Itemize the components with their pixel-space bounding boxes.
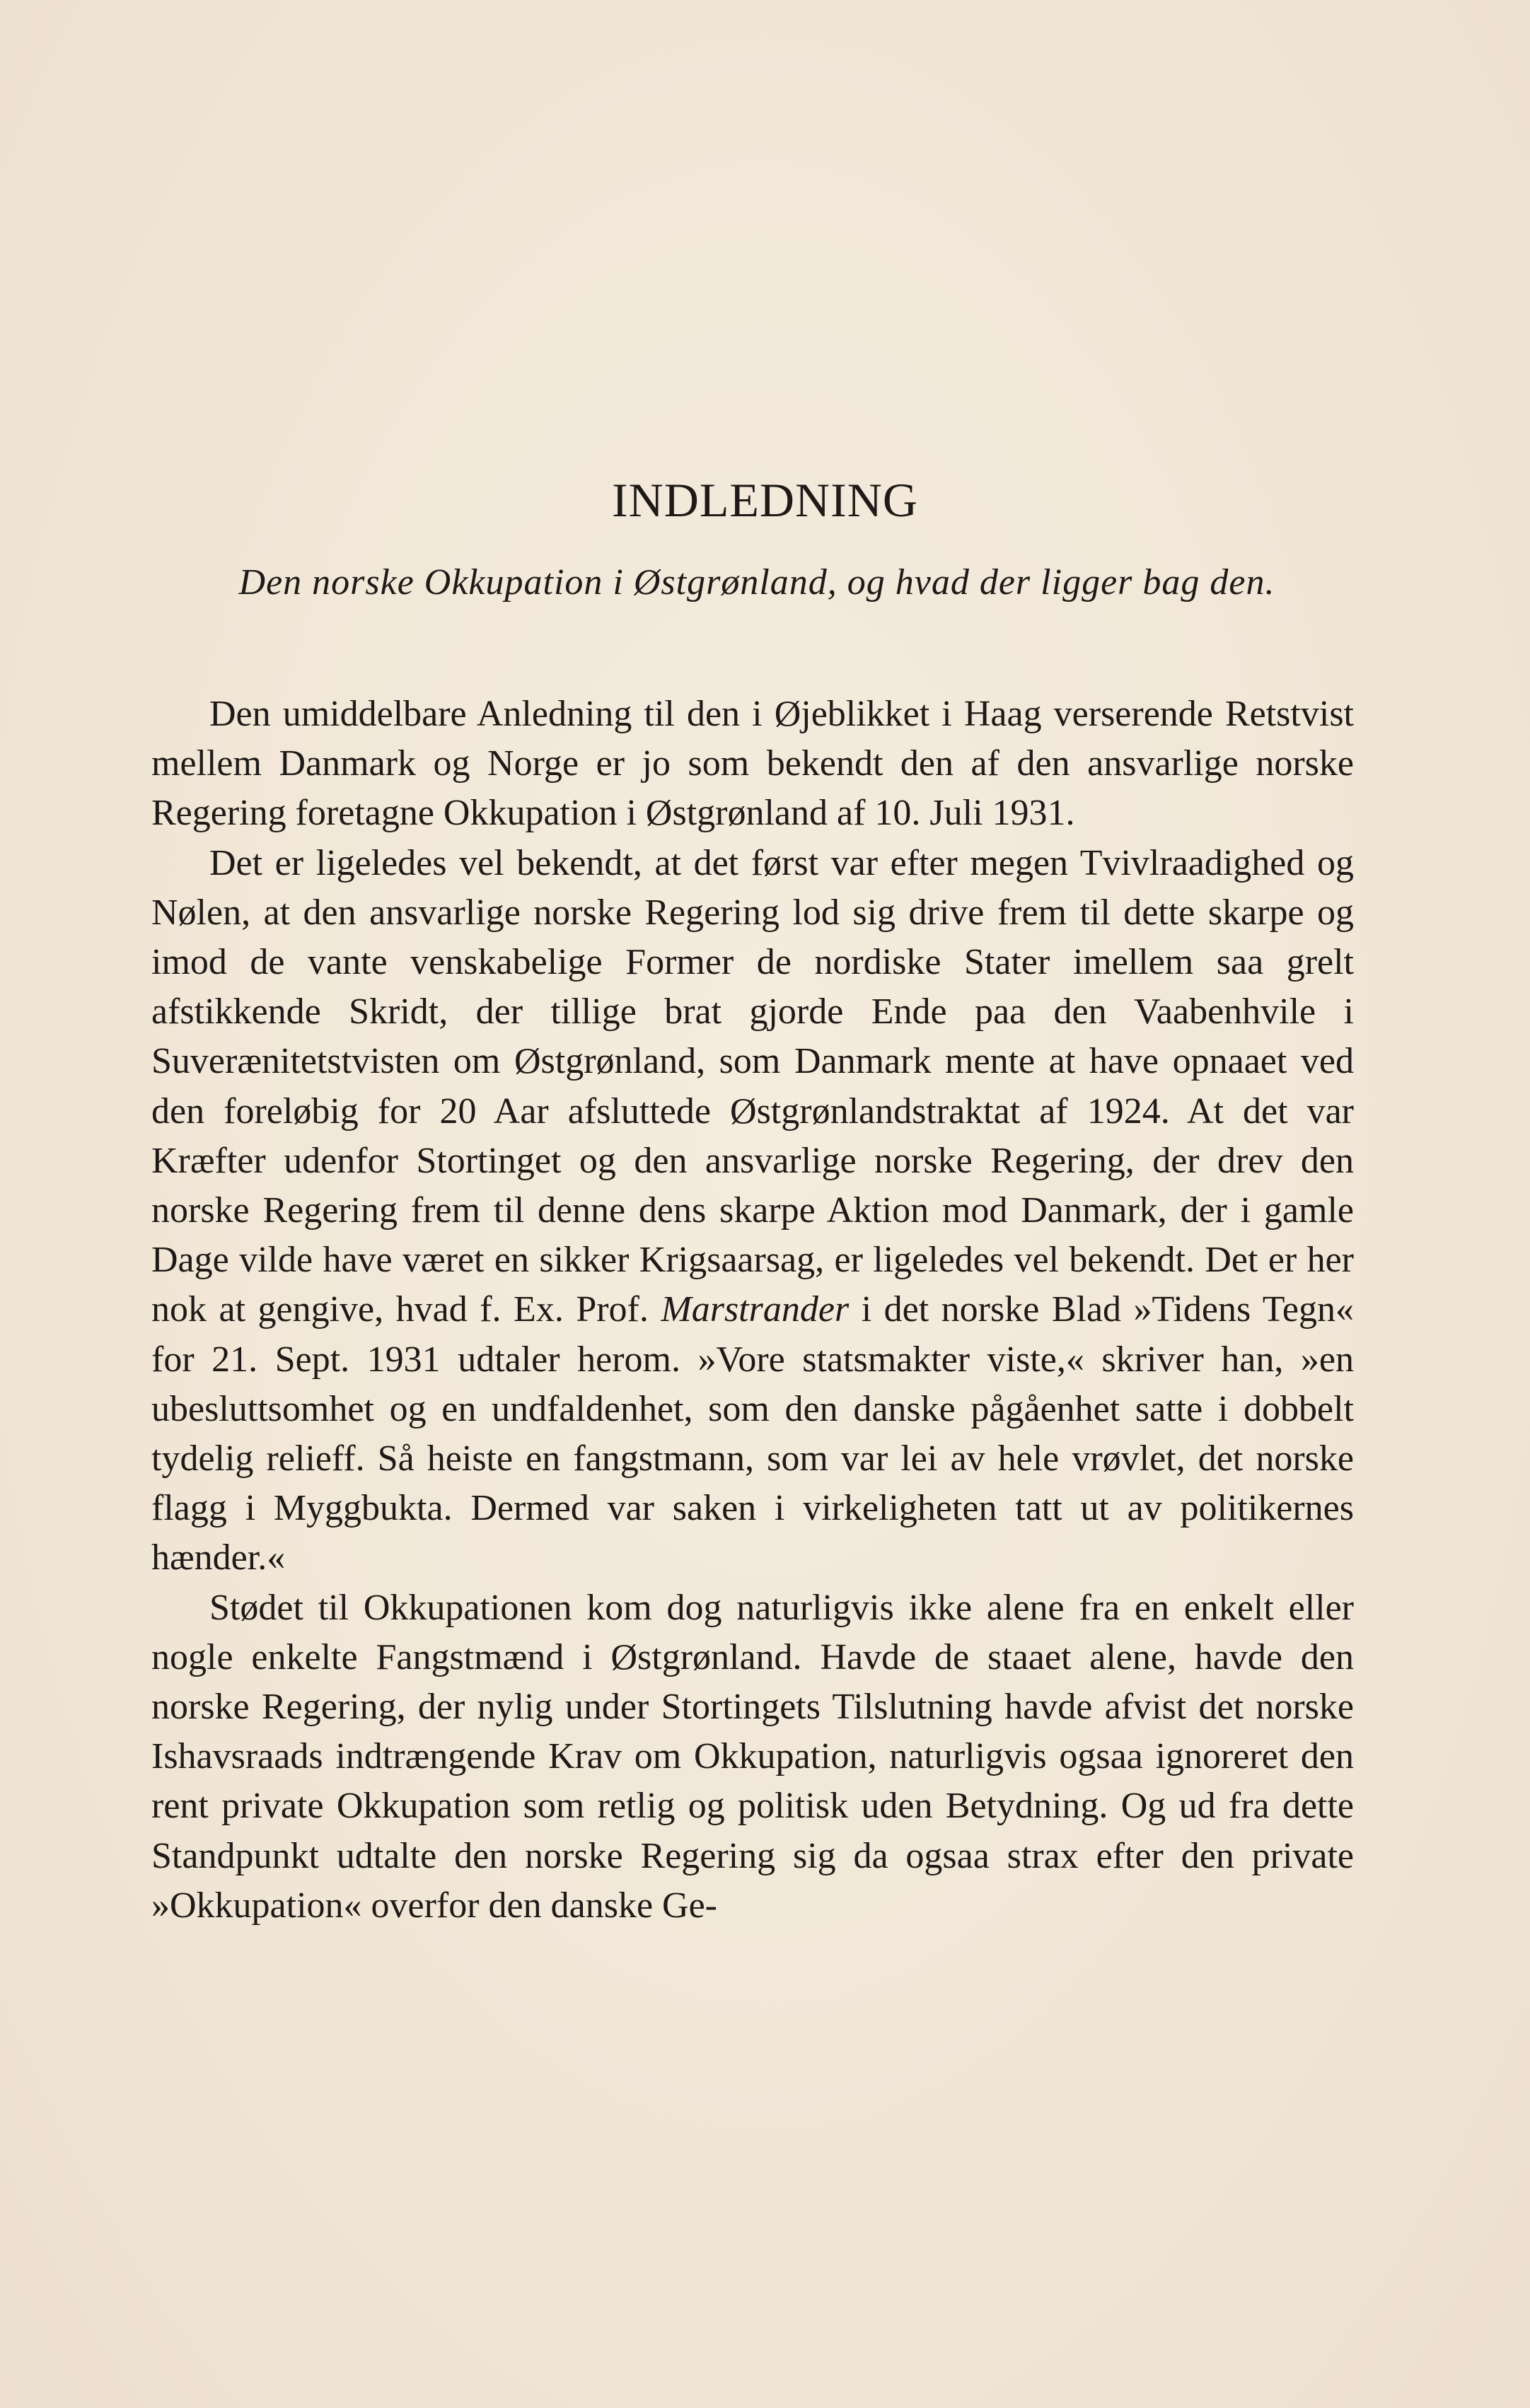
paragraph-2-part-2: i det norske Blad »Tidens Tegn« for 21. Sept. 1931 udtaler herom. »Vore statsmakter viste,« skriver han, »en ubesluttsomhet og en undfaldenhet, som den danske pågåenhet satte i dobbelt tydelig relieff. Så heiste en fangstmann, som var lei av hele vrøvlet, det norske flagg i Myggbukta. Dermed var saken i virkeligheten tatt ut av politikernes hænder.«: [151, 1289, 1355, 1578]
body-text: [151, 690, 1354, 1931]
paragraph-1: Den umiddelbare Anledning til den i Øjeblikket i Haag verserende Retstvist mellem Danmark og Norge er jo som bekendt den af den ansvarlige norske Regering foretagne Okkupation i Østgrønland af 10. Juli 1931.: [151, 694, 1354, 834]
author-name: Marstrander: [661, 1289, 850, 1330]
paragraph-3: Stødet til Okkupationen kom dog naturligvis ikke alene fra en enkelt eller nogle enkelte Fangstmænd i Østgrønland. Havde de staaet alene, havde den norske Regering, der nylig under Stortingets Tilslutning havde afvist det norske Ishavsraads indtrængende Krav om Okkupation, naturligvis ogsaa ignoreret den rent private Okkupation som retlig og politisk uden Betydning. Og ud fra dette Standpunkt udtalte den norske Regering sig da ogsaa strax efter den private »Okkupation« overfor den danske Ge-: [151, 1587, 1354, 1926]
chapter-heading: INDLEDNING: [611, 473, 918, 527]
paragraph-2: [151, 839, 1354, 1583]
chapter-subtitle: Den norske Okkupation i Østgrønland, og hvad der ligger bag den.: [238, 562, 1275, 603]
paragraph-2-part-1: Det er ligeledes vel bekendt, at det først var efter megen Tvivlraadighed og Nølen, at den ansvarlige norske Regering lod sig drive frem til dette skarpe og imod de vante venskabelige Former de nordiske Stater imellem saa grelt afstikkende Skridt, der tillige brat gjorde Ende paa den Vaabenhvile i Suverænitetstvisten om Østgrønland, som Danmark mente at have opnaaet ved den foreløbig for 20 Aar afsluttede Østgrønlandstraktat af 1924. At det var Kræfter udenfor Stortinget og den ansvarlige norske Regering, der drev den norske Regering frem til denne dens skarpe Aktion mod Danmark, der i gamle Dage vilde have været en sikker Krigsaarsag, er ligeledes vel bekendt. Det er her nok at gengive, hvad f. Ex. Prof.: [151, 842, 1354, 1330]
